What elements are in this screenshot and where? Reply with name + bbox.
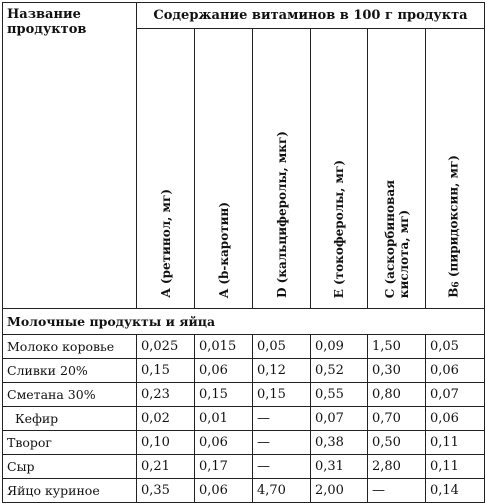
product-name: Молоко коровье: [3, 335, 137, 359]
product-name: Сыр: [3, 455, 137, 479]
product-name: Яйцо куриное: [3, 479, 137, 503]
product-name: Сметана 30%: [3, 383, 137, 407]
value-cell: 0,15: [253, 383, 311, 407]
value-cell: 2,00: [311, 479, 368, 503]
value-cell: 0,025: [137, 335, 195, 359]
col-header-ascorbic-label: C (аскорбиновая кислота, мг): [382, 179, 411, 298]
value-cell: 0,80: [368, 383, 426, 407]
value-cell: 0,09: [311, 335, 368, 359]
section-title-label: Молочные продукты и яйца: [7, 314, 216, 329]
value-cell: 0,05: [426, 335, 485, 359]
value-cell: 0,14: [426, 479, 485, 503]
value-cell: 0,23: [137, 383, 195, 407]
col-header-tocopherols-label: E (токоферолы, мг): [332, 159, 346, 298]
product-name: Сливки 20%: [3, 359, 137, 383]
value-cell: 0,06: [426, 359, 485, 383]
vitamin-content-header-label: Содержание витаминов в 100 г продукта: [153, 8, 468, 23]
product-name: Кефир: [3, 407, 137, 431]
col-header-pyridoxine-label: $B_6$ (пиридоксин, мг): [446, 155, 462, 298]
value-cell: —: [253, 407, 311, 431]
value-cell: —: [368, 479, 426, 503]
value-cell: 0,06: [195, 479, 253, 503]
value-cell: 0,12: [253, 359, 311, 383]
value-cell: 0,07: [426, 383, 485, 407]
table-row: [3, 359, 485, 383]
value-cell: 0,17: [195, 455, 253, 479]
col-header-ascorbic: [368, 29, 426, 309]
value-cell: 0,11: [426, 455, 485, 479]
table-row: [3, 383, 485, 407]
table-row: [3, 479, 485, 503]
value-cell: 0,06: [195, 359, 253, 383]
product-name: Творог: [3, 431, 137, 455]
value-cell: 0,02: [137, 407, 195, 431]
table-row: [3, 431, 485, 455]
value-cell: 0,31: [311, 455, 368, 479]
value-cell: 1,50: [368, 335, 426, 359]
value-cell: 0,01: [195, 407, 253, 431]
col-header-tocopherols: [311, 29, 368, 309]
value-cell: 2,80: [368, 455, 426, 479]
table-row: [3, 455, 485, 479]
value-cell: 4,70: [253, 479, 311, 503]
col-header-carotene: [195, 29, 253, 309]
value-cell: 0,30: [368, 359, 426, 383]
value-cell: 0,015: [195, 335, 253, 359]
col-header-carotene-label: A (b-каротин): [216, 201, 231, 298]
value-cell: 0,15: [137, 359, 195, 383]
value-cell: 0,11: [426, 431, 485, 455]
table-row: [3, 407, 485, 431]
section-title-dairy-eggs: [3, 309, 485, 335]
value-cell: 0,38: [311, 431, 368, 455]
vitamin-content-header: [137, 3, 485, 29]
product-name-header-label: Название продуктов: [7, 7, 87, 37]
col-header-retinol: [137, 29, 195, 309]
col-header-pyridoxine: [426, 29, 485, 309]
col-header-retinol-label: A (ретинол, мг): [158, 189, 173, 298]
value-cell: 0,52: [311, 359, 368, 383]
value-cell: 0,06: [426, 407, 485, 431]
value-cell: 0,55: [311, 383, 368, 407]
table-row: [3, 335, 485, 359]
product-name-header: [3, 3, 137, 309]
col-header-calciferols-label: D (кальциферолы, мкг): [274, 131, 289, 298]
value-cell: —: [253, 455, 311, 479]
value-cell: 0,05: [253, 335, 311, 359]
vitamin-table: [2, 2, 485, 503]
value-cell: 0,50: [368, 431, 426, 455]
value-cell: 0,35: [137, 479, 195, 503]
value-cell: 0,06: [195, 431, 253, 455]
value-cell: 0,10: [137, 431, 195, 455]
value-cell: 0,07: [311, 407, 368, 431]
value-cell: 0,70: [368, 407, 426, 431]
col-header-calciferols: [253, 29, 311, 309]
value-cell: 0,21: [137, 455, 195, 479]
value-cell: 0,15: [195, 383, 253, 407]
value-cell: —: [253, 431, 311, 455]
